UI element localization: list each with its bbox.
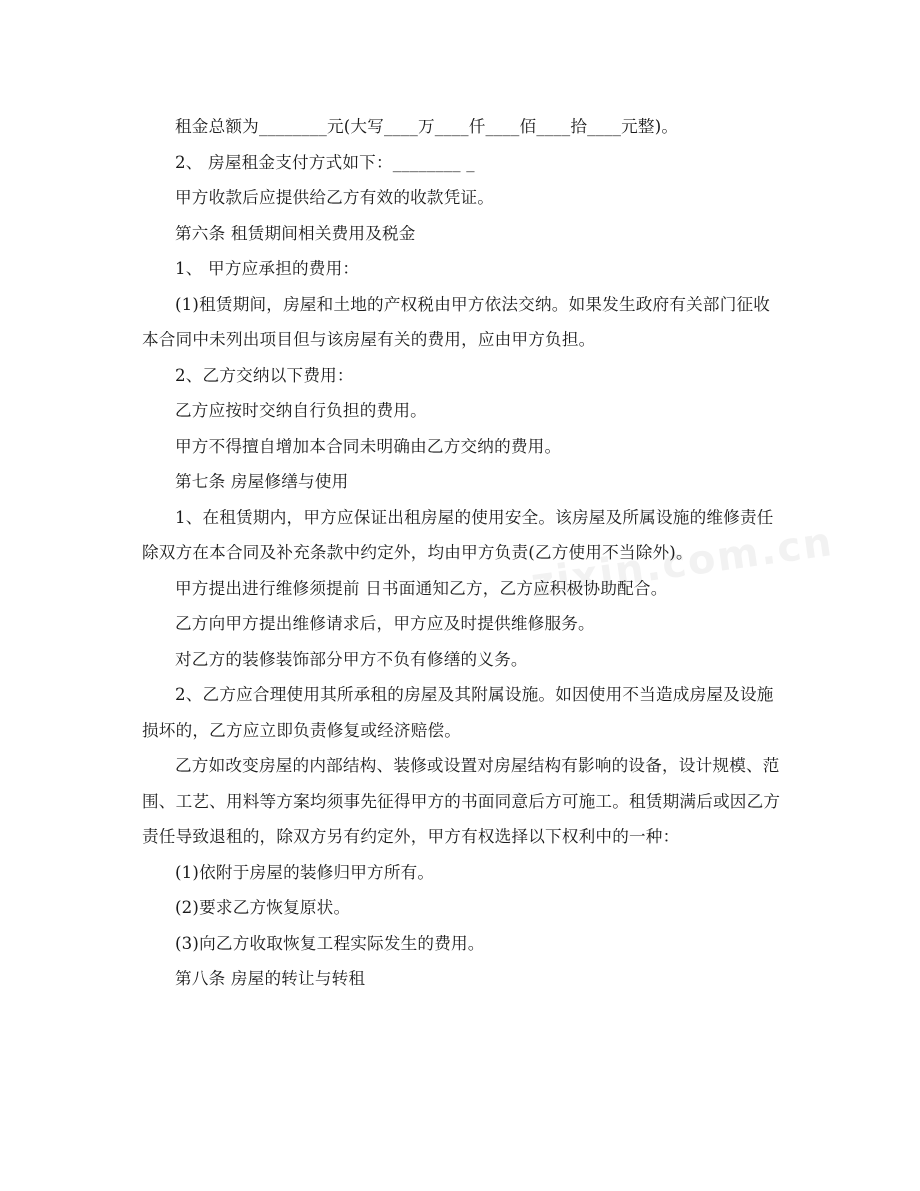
paragraph-party-b-pay-on-time: 乙方应按时交纳自行负担的费用。 [175, 401, 427, 420]
paragraph-option-2: (2)要求乙方恢复原状。 [175, 898, 351, 917]
paragraph-receipt: 甲方收款后应提供给乙方有效的收款凭证。 [175, 188, 495, 207]
paragraph-party-a-fees: 1、 甲方应承担的费用： [175, 259, 360, 278]
paragraph-party-b-fees: 2、乙方交纳以下费用： [175, 365, 354, 385]
paragraph-no-extra-fees: 甲方不得擅自增加本合同未明确由乙方交纳的费用。 [175, 436, 562, 456]
paragraph-option-3: (3)向乙方收取恢复工程实际发生的费用。 [175, 933, 485, 953]
heading-article-7: 第七条 房屋修缮与使用 [175, 472, 349, 491]
paragraph-repair-responsibility: 1、在租赁期内，甲方应保证出租房屋的使用安全。该房屋及所属设施的维修责任除双方在本合同及补充条款中约定外，均由甲方负责(乙方使用不当除外)。 [142, 507, 774, 562]
heading-article-6: 第六条 租赁期间相关费用及税金 [175, 223, 416, 243]
paragraph-structure-change: 乙方如改变房屋的内部结构、装修或设置对房屋结构有影响的设备，设计规模、范围、工艺、用料等方案均须事先征得甲方的书面同意后方可施工。租赁期满后或因乙方责任导致退租的，除双方另有约定外，甲方有权选择以下权利中的一种： [142, 756, 781, 846]
paragraph-option-1: (1)依附于房屋的装修归甲方所有。 [175, 862, 435, 882]
heading-article-8: 第八条 房屋的转让与转租 [175, 969, 366, 988]
paragraph-payment-method: 2、 房屋租金支付方式如下：________ _ [175, 152, 475, 172]
paragraph-reasonable-use: 2、乙方应合理使用其所承租的房屋及其附属设施。如因使用不当造成房屋及设施损坏的，乙方应立即负责修复或经济赔偿。 [142, 685, 774, 740]
paragraph-repair-request: 乙方向甲方提出维修请求后，甲方应及时提供维修服务。 [175, 614, 595, 633]
paragraph-decoration-repair: 对乙方的装修装饰部分甲方不负有修缮的义务。 [175, 649, 528, 669]
paragraph-property-tax: (1)租赁期间，房屋和土地的产权税由甲方依法交纳。如果发生政府有关部门征收本合同中未列出项目但与该房屋有关的费用，应由甲方负担。 [142, 294, 771, 349]
paragraph-repair-notice: 甲方提出进行维修须提前 日书面通知乙方，乙方应积极协助配合。 [175, 578, 668, 598]
watermark: zixin.com.cn [528, 519, 837, 607]
document-body [142, 109, 782, 997]
paragraph-total-rent: 租金总额为________元(大写____万____仟____佰____拾____元整)。 [175, 117, 679, 136]
